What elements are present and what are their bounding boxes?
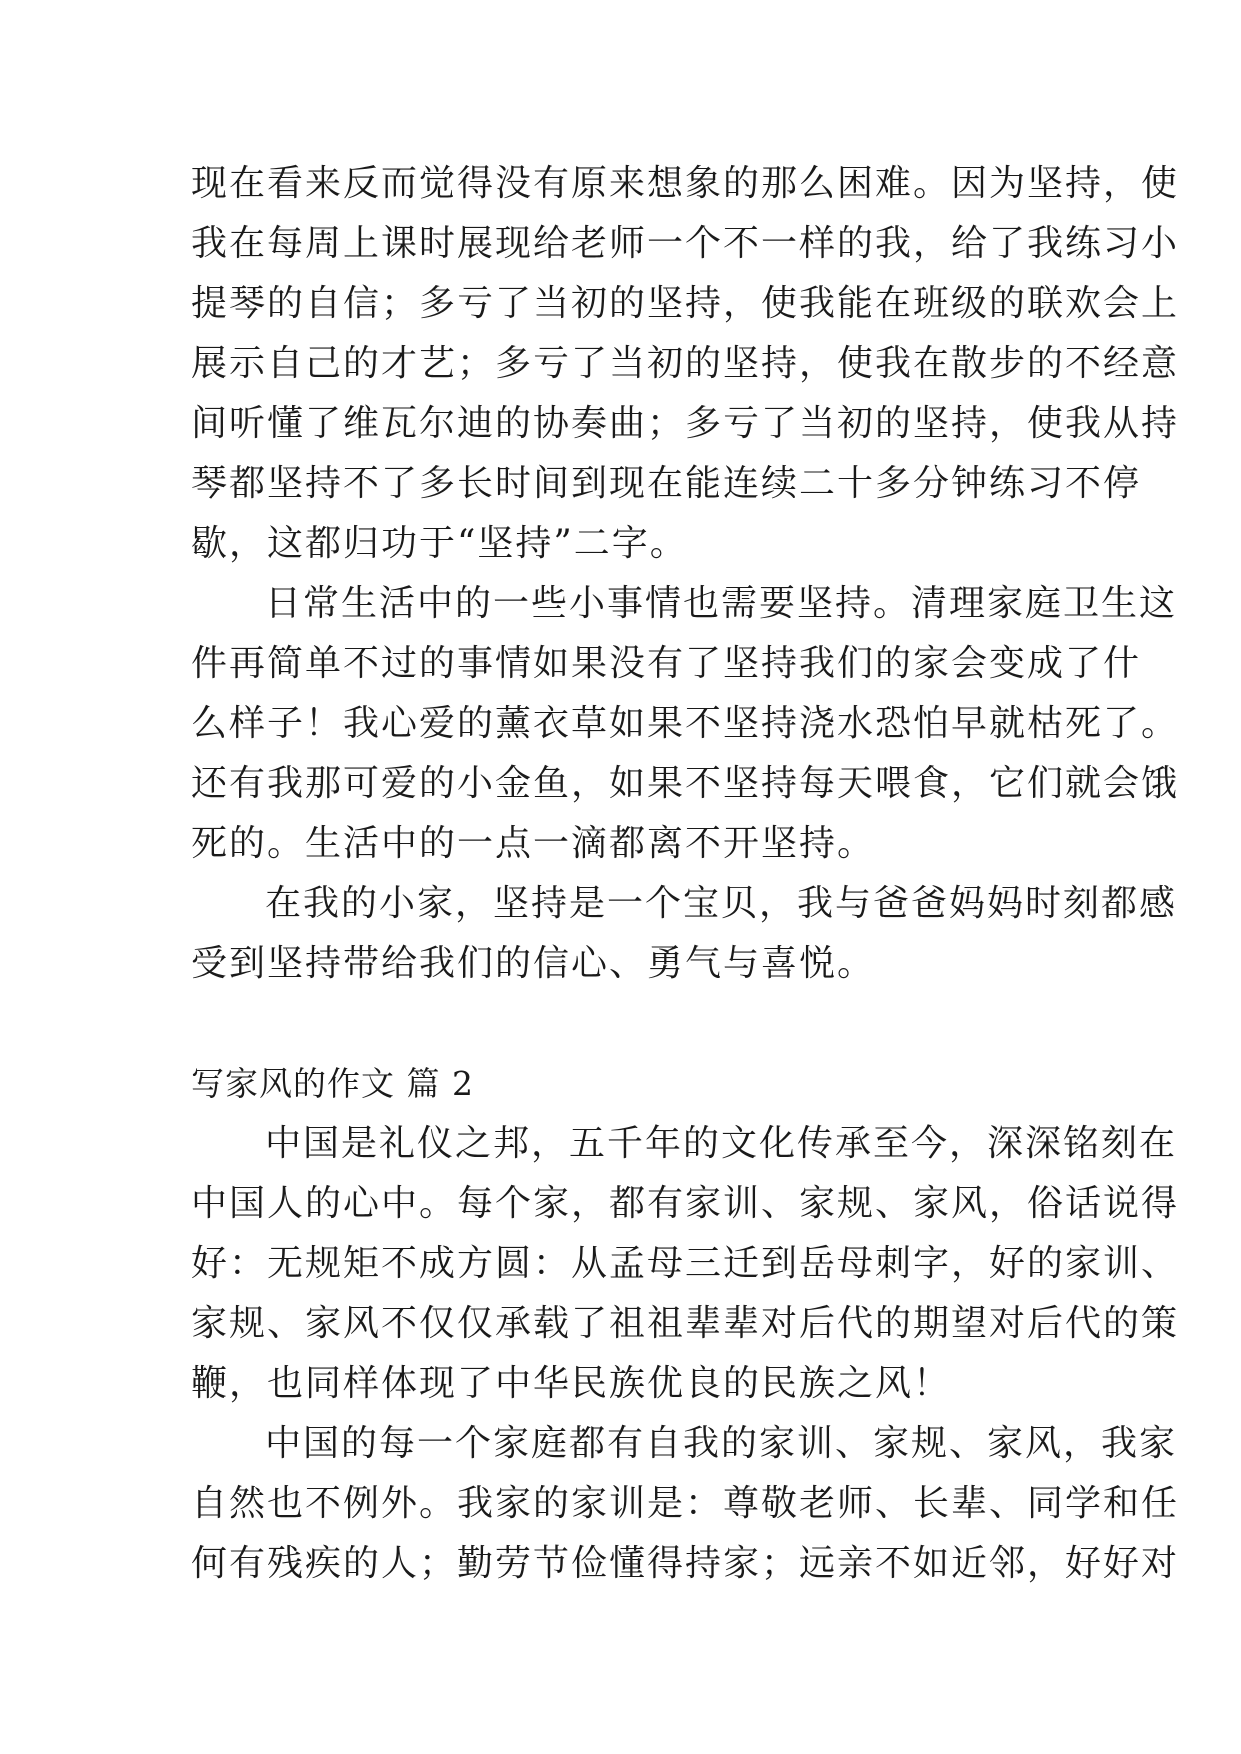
text-line: 鞭，也同样体现了中华民族优良的民族之风！	[191, 1363, 952, 1404]
text-line: 中国的每一个家庭都有自我的家训、家规、家风，我家	[265, 1423, 1178, 1464]
paragraph-daily-life	[191, 574, 1180, 874]
text-line: 自然也不例外。我家的家训是：尊敬老师、长辈、同学和任	[191, 1483, 1180, 1524]
text-line: 歇，这都归功于“坚持”二字。	[191, 523, 688, 564]
text-line: 么样子！我心爱的薰衣草如果不坚持浇水恐怕早就枯死了。	[191, 703, 1180, 744]
text-line: 琴都坚持不了多长时间到现在能连续二十多分钟练习不停	[191, 463, 1142, 504]
text-line: 在我的小家，坚持是一个宝贝，我与爸爸妈妈时刻都感	[265, 883, 1178, 924]
paragraph-etiquette	[191, 1114, 1180, 1414]
text-line: 中国是礼仪之邦，五千年的文化传承至今，深深铭刻在	[265, 1123, 1178, 1164]
text-line: 还有我那可爱的小金鱼，如果不坚持每天喂食，它们就会饿	[191, 763, 1180, 804]
text-line: 死的。生活中的一点一滴都离不开坚持。	[191, 823, 876, 864]
text-line: 日常生活中的一些小事情也需要坚持。清理家庭卫生这	[265, 583, 1178, 624]
paragraph-family	[191, 874, 1178, 994]
text-line: 展示自己的才艺；多亏了当初的坚持，使我在散步的不经意	[191, 343, 1180, 384]
document-body	[191, 154, 1180, 1594]
text-line: 中国人的心中。每个家，都有家训、家规、家风，俗话说得	[191, 1183, 1180, 1224]
text-line: 我在每周上课时展现给老师一个不一样的我，给了我练习小	[191, 223, 1180, 264]
text-line: 家规、家风不仅仅承载了祖祖辈辈对后代的期望对后代的策	[191, 1303, 1180, 1344]
text-line: 间听懂了维瓦尔迪的协奏曲；多亏了当初的坚持，使我从持	[191, 403, 1180, 444]
text-line: 受到坚持带给我们的信心、勇气与喜悦。	[191, 943, 876, 984]
paragraph-family-rules	[191, 1414, 1180, 1594]
paragraph-violin	[191, 154, 1180, 574]
text-line: 好：无规矩不成方圆：从孟母三迁到岳母刺字，好的家训、	[191, 1243, 1180, 1284]
text-line: 件再简单不过的事情如果没有了坚持我们的家会变成了什	[191, 643, 1142, 684]
section-gap	[191, 994, 1071, 1054]
section-heading: 写家风的作文 篇 2	[191, 1064, 474, 1103]
text-line: 提琴的自信；多亏了当初的坚持，使我能在班级的联欢会上	[191, 283, 1180, 324]
text-line: 现在看来反而觉得没有原来想象的那么困难。因为坚持，使	[191, 163, 1180, 204]
text-line: 何有残疾的人；勤劳节俭懂得持家；远亲不如近邻，好好对	[191, 1543, 1180, 1584]
